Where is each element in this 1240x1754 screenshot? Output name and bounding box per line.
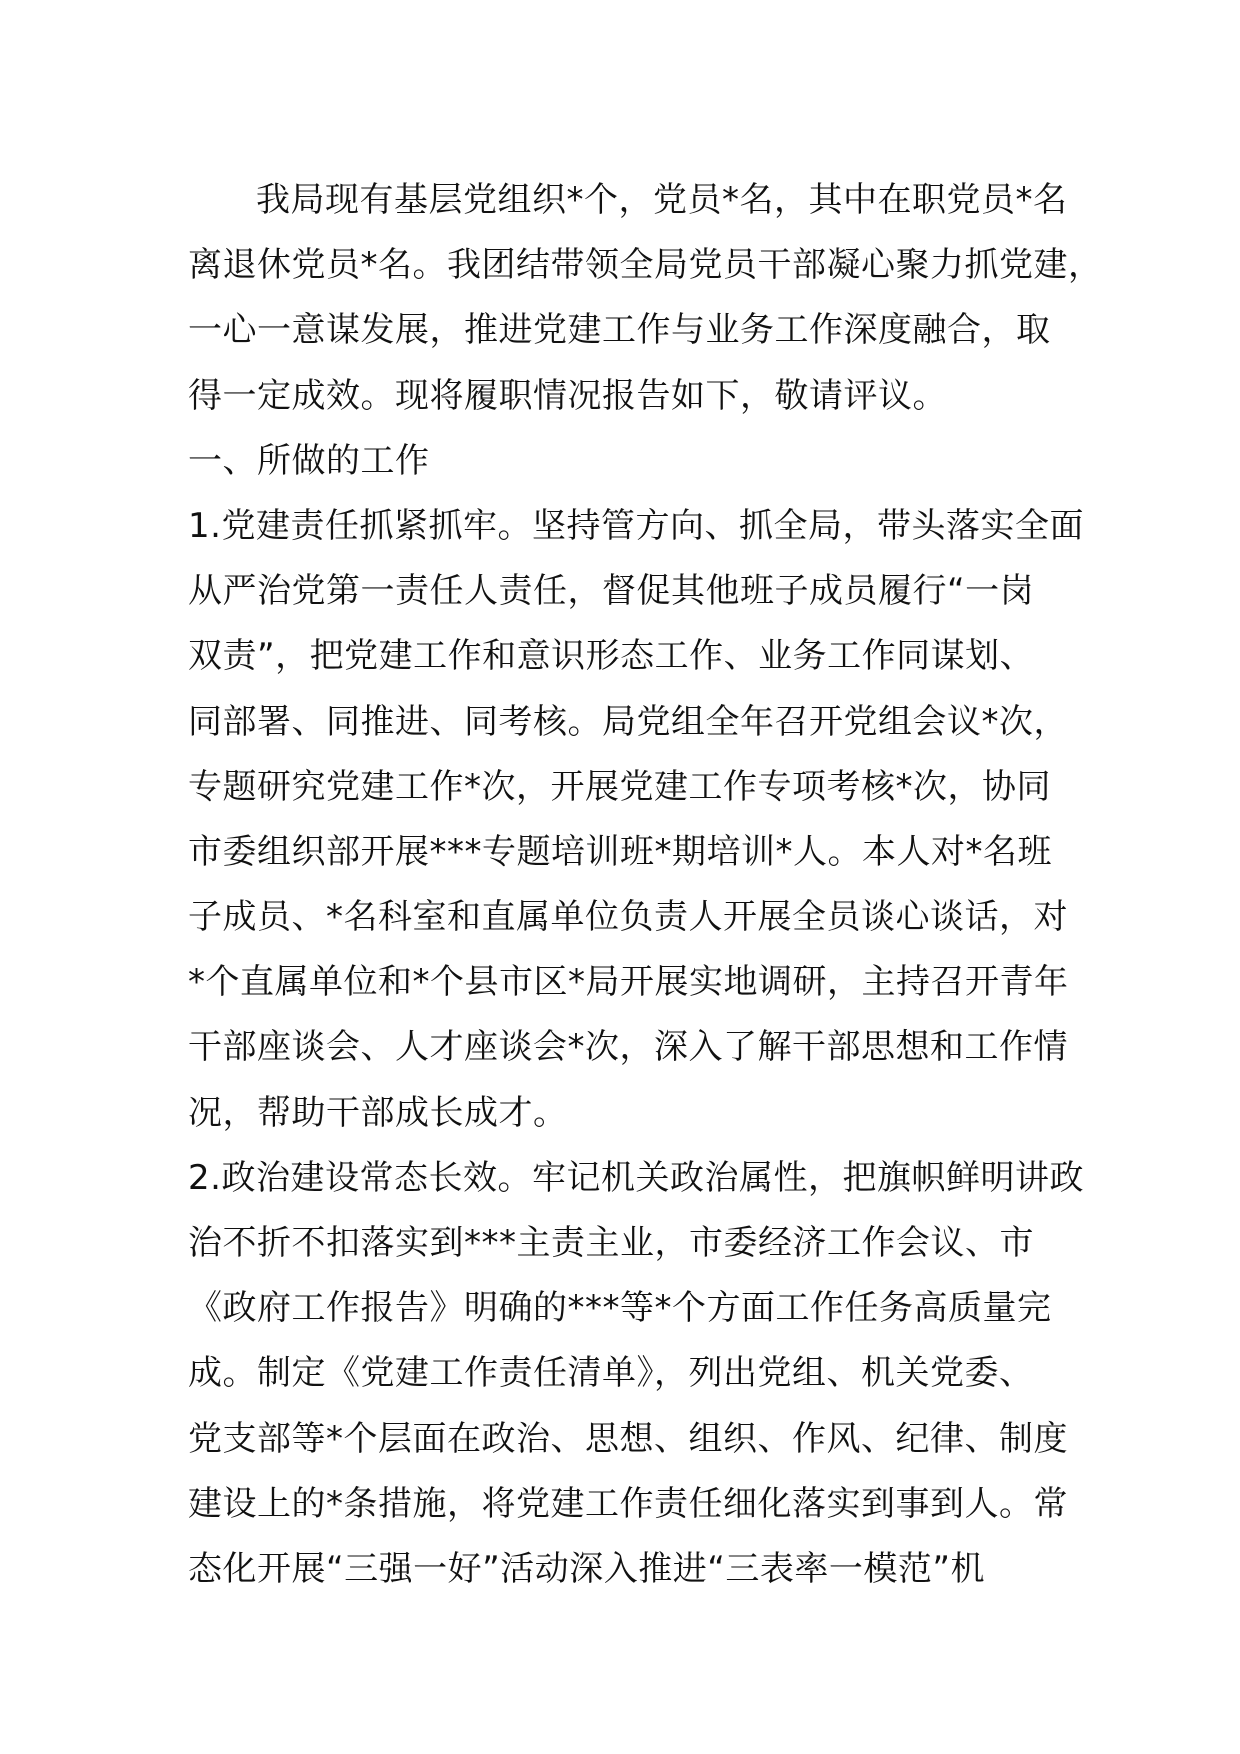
paragraph-line: 况，帮助干部成长成才。 <box>188 1092 568 1133</box>
paragraph-line: 子成员、*名科室和直属单位负责人开展全员谈心谈话，对 <box>188 897 1068 938</box>
section-heading: 一、所做的工作 <box>188 440 430 481</box>
paragraph-line: 一心一意谋发展，推进党建工作与业务工作深度融合，取 <box>188 310 1051 351</box>
paragraph-line: 建设上的*条措施，将党建工作责任细化落实到事到人。常 <box>188 1483 1068 1524</box>
paragraph-line: 离退休党员*名。我团结带领全局党员干部凝心聚力抓党建， <box>188 245 1103 286</box>
paragraph-line: 从严治党第一责任人责任，督促其他班子成员履行“一岗 <box>188 571 1035 612</box>
paragraph-line: 《政府工作报告》明确的***等*个方面工作任务高质量完 <box>188 1288 1052 1329</box>
document-body <box>188 168 1103 1602</box>
paragraph-line: 我局现有基层党组织*个，党员*名，其中在职党员*名 <box>256 180 1068 220</box>
paragraph-line: 同部署、同推进、同考核。局党组全年召开党组会议*次， <box>188 701 1068 742</box>
paragraph-line: 1.党建责任抓紧抓牢。坚持管方向、抓全局，带头落实全面 <box>188 505 1084 546</box>
paragraph-line: 成。制定《党建工作责任清单》，列出党组、机关党委、 <box>188 1353 1034 1394</box>
paragraph-line: 态化开展“三强一好”活动深入推进“三表率一模范”机 <box>188 1548 985 1589</box>
paragraph-line: 治不折不扣落实到***主责主业，市委经济工作会议、市 <box>188 1223 1034 1263</box>
paragraph-line: 市委组织部开展***专题培训班*期培训*人。本人对*名班 <box>188 831 1052 872</box>
paragraph-line: 双责”，把党建工作和意识形态工作、业务工作同谋划、 <box>188 636 1035 677</box>
paragraph-line: 2.政治建设常态长效。牢记机关政治属性，把旗帜鲜明讲政 <box>188 1157 1084 1198</box>
paragraph-line: 干部座谈会、人才座谈会*次，深入了解干部思想和工作情 <box>188 1027 1068 1068</box>
paragraph-line: 得一定成效。现将履职情况报告如下，敬请评议。 <box>188 375 947 416</box>
paragraph-line: *个直属单位和*个县市区*局开展实地调研，主持召开青年 <box>188 962 1069 1003</box>
paragraph-line: 党支部等*个层面在政治、思想、组织、作风、纪律、制度 <box>188 1418 1068 1459</box>
paragraph-line: 专题研究党建工作*次，开展党建工作专项考核*次，协同 <box>188 766 1051 807</box>
